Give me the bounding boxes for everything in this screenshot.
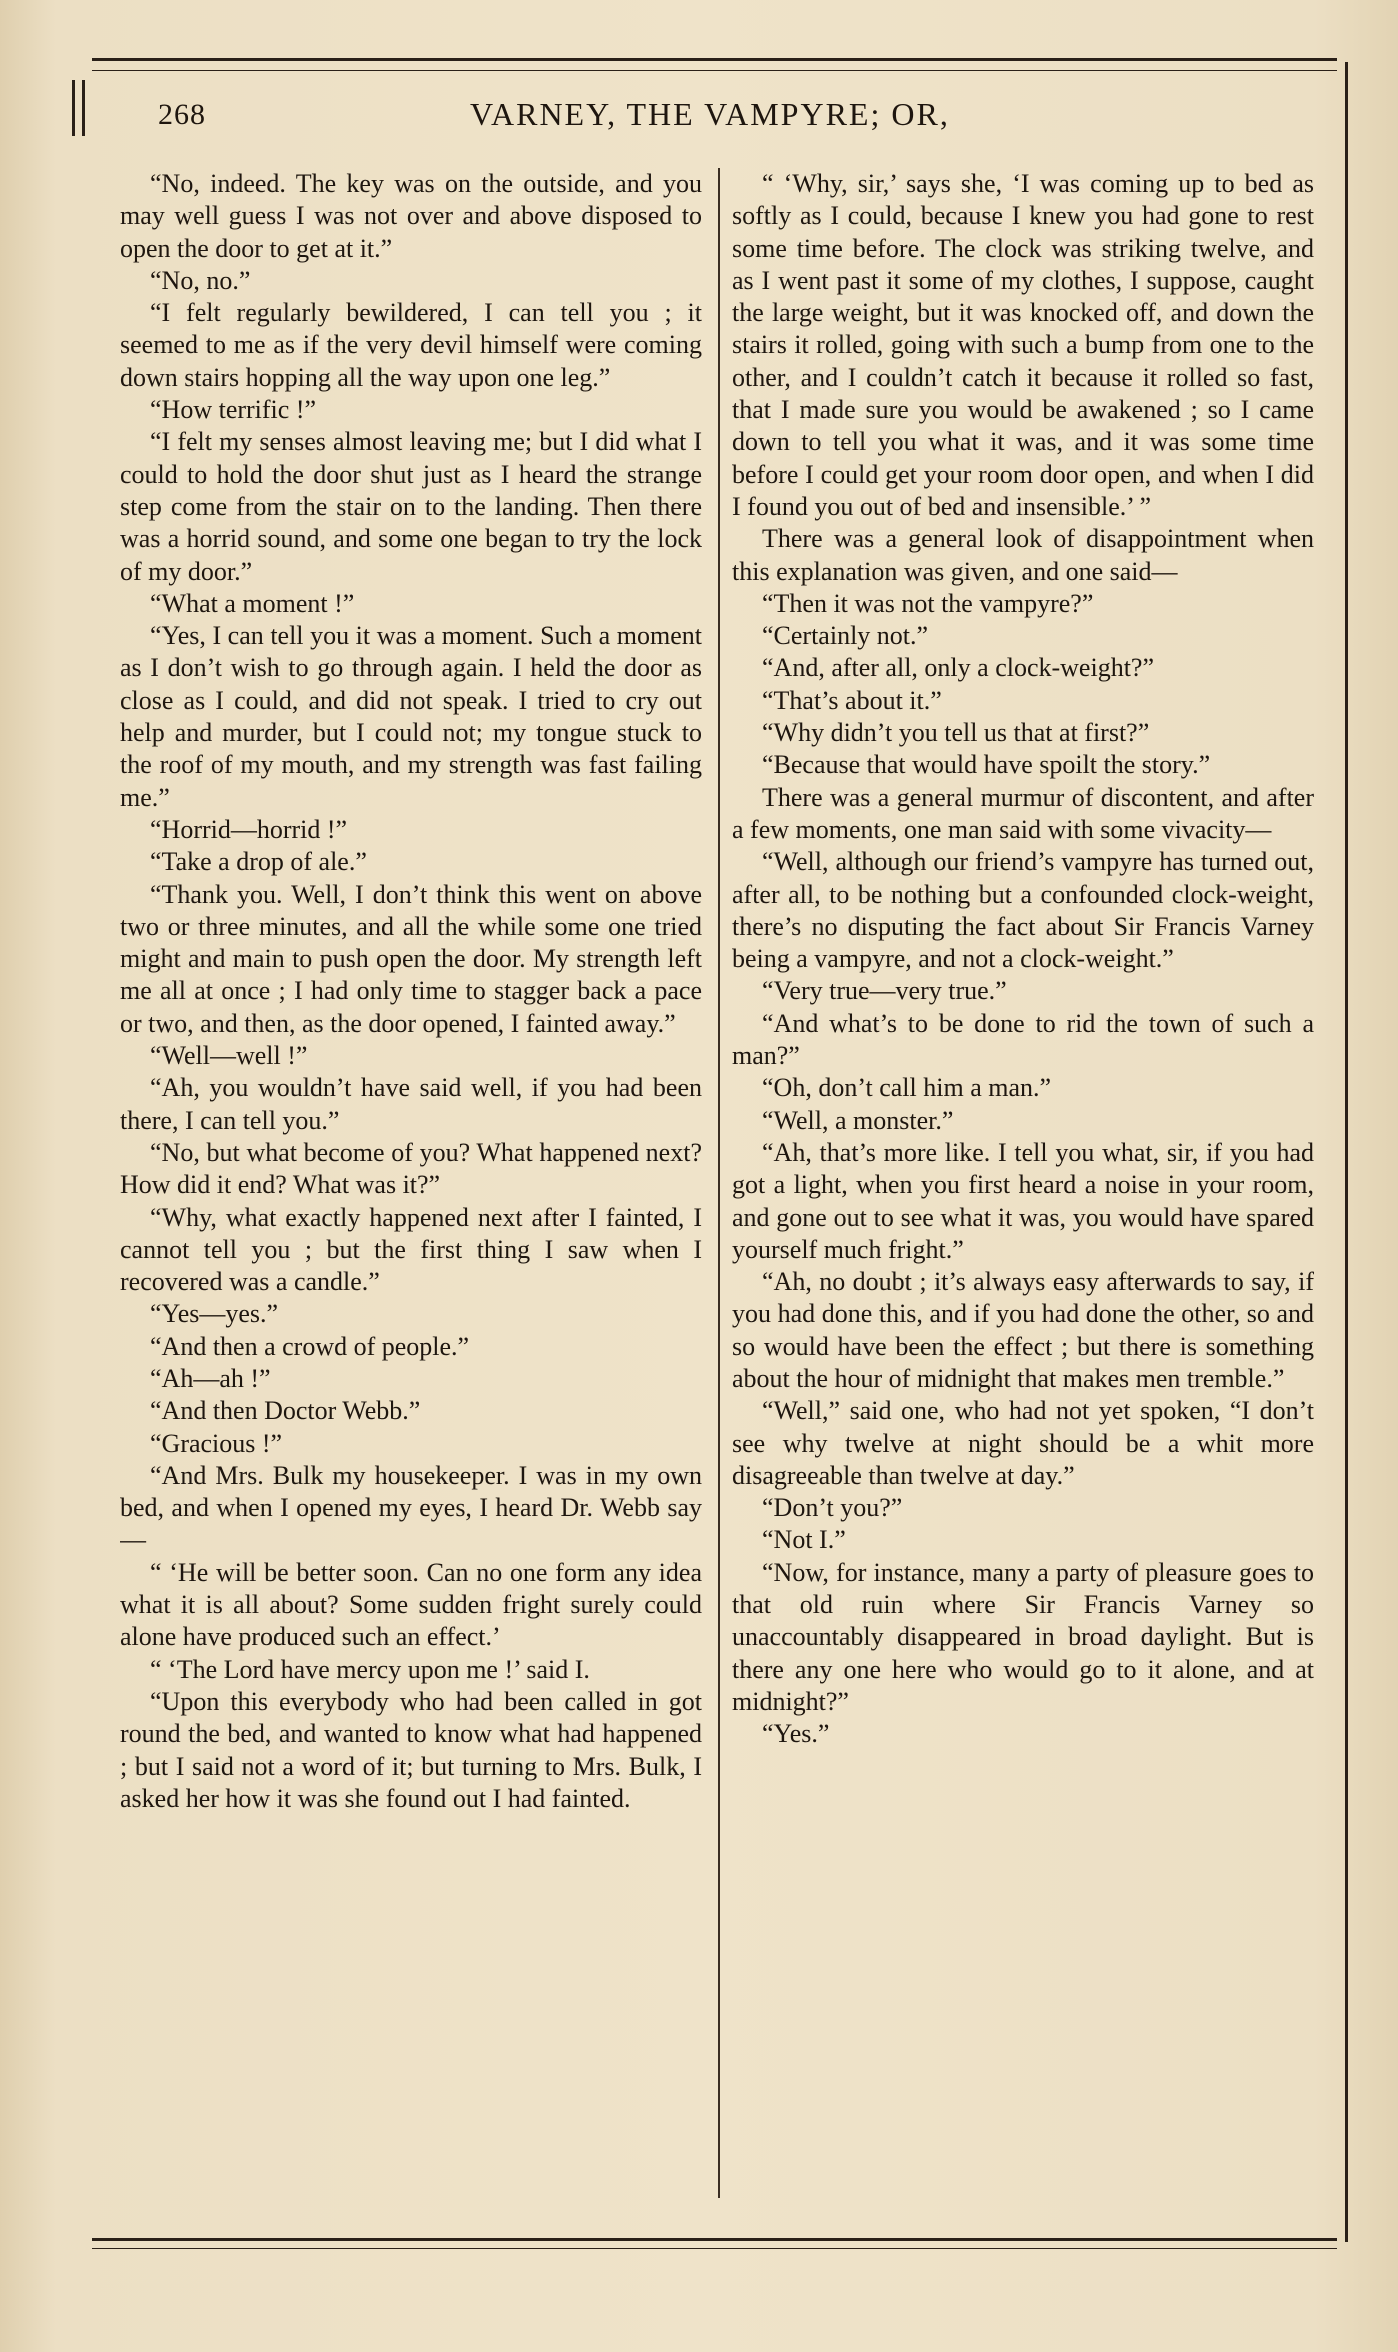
paragraph: “Certainly not.” [762, 621, 929, 651]
paragraph: “Why, what exactly happened next after I fainted, I cannot tell you ; but the first thing I saw when I recovered was a candle.” [120, 1202, 702, 1297]
paragraph: “And what’s to be done to rid the town of such a man?” [732, 1008, 1314, 1071]
paragraph: There was a general murmur of discontent, and after a few moments, one man said with some vivacity— [732, 782, 1314, 844]
paragraph: “Upon this everybody who had been called in got round the bed, and wanted to know what had happened ; but I said not a word of it; but turning to Mrs. Bulk, I asked her how it was she found out I had fainted. [120, 1686, 702, 1813]
paragraph: “Ah—ah !” [150, 1363, 271, 1393]
right-column [732, 168, 1314, 2203]
paragraph: “And then Doctor Webb.” [150, 1396, 421, 1426]
text-columns [120, 168, 1320, 2203]
paragraph: “Why didn’t you tell us that at first?” [762, 718, 1150, 748]
bottom-rule-thin [92, 2248, 1337, 2249]
paragraph: “Ah, that’s more like. I tell you what, sir, if you had got a light, when you first heard a noise in your room, and gone out to see what it was, you would have spared yourself much fright.” [732, 1137, 1314, 1264]
paragraph: “Well, a monster.” [762, 1105, 954, 1135]
paragraph: “ ‘Why, sir,’ says she, ‘I was coming up to bed as softly as I could, because I knew you had gone to rest some time before. The clock was striking twelve, and as I went past it some of my clothes, I suppose, caught the large weight, but it was knocked off, and down the stairs it rolled, going with such a bump from one to the other, and I couldn’t catch it because it rolled so fast, that I made sure you would be awakened ; so I came down to tell you what it was, and it was some time before I could get your room door open, and when I did I found you out of bed and insensible.’ ” [732, 169, 1314, 521]
paragraph: “Gracious !” [150, 1428, 283, 1458]
top-rule [92, 58, 1337, 61]
paragraph: “Well—well !” [150, 1041, 308, 1071]
paragraph: “Oh, don’t call him a man.” [762, 1073, 1052, 1103]
paragraph: “And, after all, only a clock-weight?” [762, 653, 1154, 683]
paragraph: “I felt regularly bewildered, I can tell you ; it seemed to me as if the very devil himself were coming down stairs hopping all the way upon one leg.” [120, 298, 702, 392]
paragraph: “I felt my senses almost leaving me; but I did what I could to hold the door shut just as I heard the strange step come from the stair on to the landing. Then there was a horrid sound, and some one began to try the lock of my door.” [120, 427, 702, 586]
column-divider [718, 168, 720, 2198]
paragraph: There was a general look of disappointment when this explanation was given, and one said— [732, 524, 1314, 586]
paragraph: “ ‘The Lord have mercy upon me !’ said I. [150, 1654, 590, 1684]
paragraph: “No, indeed. The key was on the outside, and you may well guess I was not over and above disposed to open the door to get at it.” [120, 169, 702, 263]
paragraph: “And then a crowd of people.” [150, 1331, 470, 1361]
paragraph: “Yes.” [762, 1719, 830, 1749]
paragraph: “Not I.” [762, 1525, 846, 1555]
paragraph: “How terrific !” [150, 395, 317, 425]
paragraph: “Thank you. Well, I don’t think this went on above two or three minutes, and all the while some one tried might and main to push open the door. My strength left me all at once ; I had only time to stagger back a pace or two, and then, as the door opened, I fainted away.” [120, 879, 702, 1038]
paragraph: “Then it was not the vampyre?” [762, 588, 1094, 618]
paragraph: “Ah, no doubt ; it’s always easy afterwards to say, if you had done this, and if you had done the other, so and so would have been the effect ; but there is something about the hour of midnight that makes men tremble.” [732, 1267, 1314, 1393]
paragraph: “Take a drop of ale.” [150, 847, 367, 877]
page-number: 268 [158, 98, 206, 131]
paragraph: “Because that would have spoilt the story.” [762, 750, 1211, 780]
paragraph: “Well, although our friend’s vampyre has turned out, after all, to be nothing but a confounded clock-weight, there’s no disputing the fact about Sir Francis Varney being a vampyre, and not a clock-weight.” [732, 847, 1314, 974]
paragraph: “Now, for instance, many a party of pleasure goes to that old ruin where Sir Francis Varney so unaccountably disappeared in broad daylight. But is there any one here who would go to it alone, and at midnight?” [732, 1557, 1314, 1716]
paragraph: “Well,” said one, who had not yet spoken, “I don’t see why twelve at night should be a whit more disagreeable than twelve at day.” [732, 1396, 1314, 1490]
paragraph: “Yes—yes.” [150, 1299, 279, 1329]
paragraph: “Very true—very true.” [762, 976, 1007, 1006]
paragraph: “Yes, I can tell you it was a moment. Such a moment as I don’t wish to go through again. I held the door as close as I could, and did not speak. I tried to cry out help and murder, but I could not; my tongue stuck to the roof of my mouth, and my strength was fast failing me.” [120, 621, 702, 812]
paragraph: “Horrid—horrid !” [150, 814, 348, 844]
right-margin-bar [1345, 62, 1348, 2242]
bottom-rule [92, 2238, 1337, 2241]
paragraph: “ ‘He will be better soon. Can no one form any idea what it is all about? Some sudden fright surely could alone have produced such an effect.’ [120, 1557, 702, 1652]
paragraph: “Ah, you wouldn’t have said well, if you had been there, I can tell you.” [120, 1073, 702, 1135]
left-column [120, 168, 702, 2203]
top-rule-thin [92, 70, 1337, 71]
paragraph: “No, but what become of you? What happened next? How did it end? What was it?” [120, 1137, 702, 1200]
paragraph: “That’s about it.” [762, 685, 942, 715]
running-title: VARNEY, THE VAMPYRE; OR, [470, 96, 950, 132]
paragraph: “And Mrs. Bulk my housekeeper. I was in my own bed, and when I opened my eyes, I heard Dr. Webb say— [120, 1460, 702, 1555]
left-margin-bars [70, 80, 92, 140]
paragraph: “Don’t you?” [762, 1493, 903, 1523]
paragraph: “What a moment !” [150, 588, 355, 618]
paragraph: “No, no.” [150, 265, 251, 295]
page-header [150, 88, 1320, 148]
